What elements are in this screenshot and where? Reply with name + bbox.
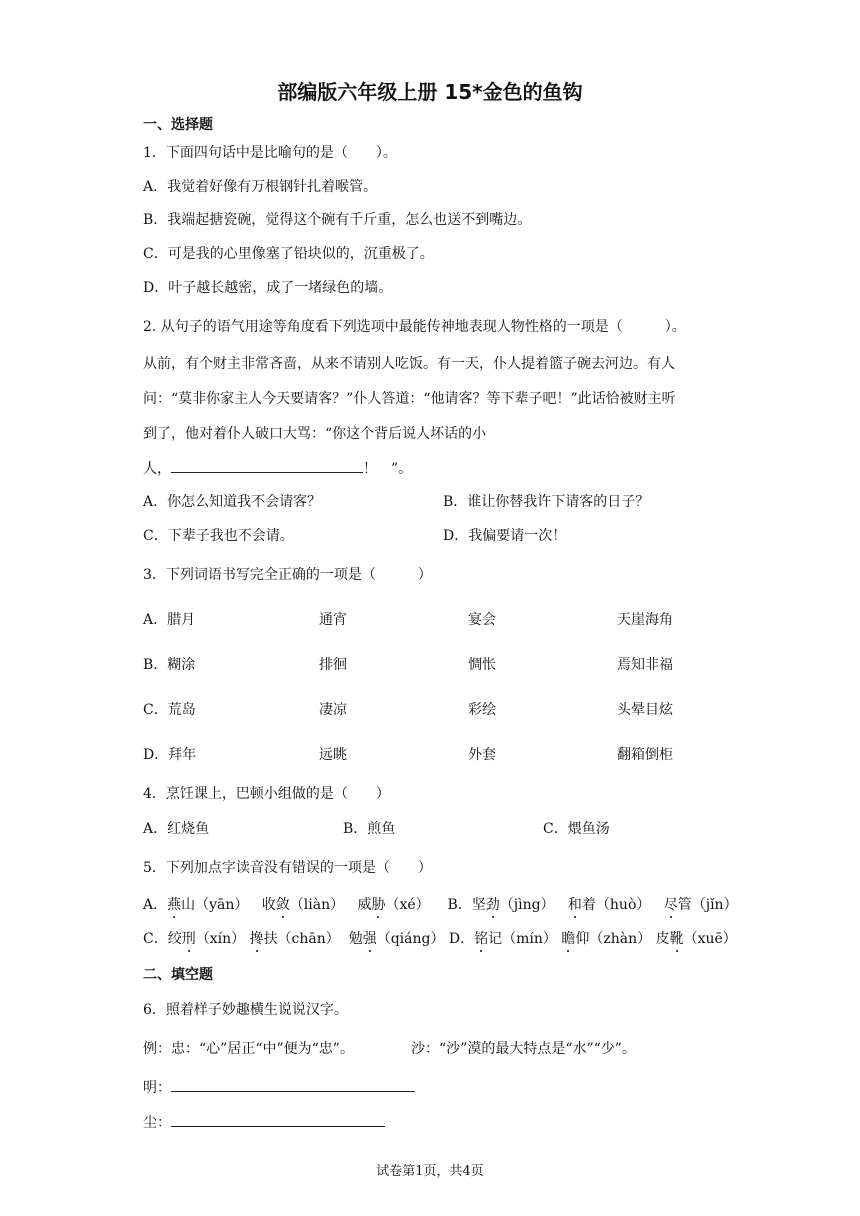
section-choice-heading: 一、选择题 bbox=[143, 117, 213, 133]
q3-stem: 3．下列词语书写完全正确的一项是（ ） bbox=[143, 567, 432, 583]
q5-stem: 5．下列加点字读音没有错误的一项是（ ） bbox=[143, 860, 432, 876]
q6-stem: 6．照着样子妙趣横生说说汉字。 bbox=[143, 1002, 348, 1018]
q5-item: 收敛（liàn） bbox=[262, 897, 344, 913]
page-title: 部编版六年级上册 15*金色的鱼钩 bbox=[277, 80, 583, 104]
q2-passage-last-line bbox=[143, 458, 412, 478]
q4-option-b: B．煎鱼 bbox=[343, 821, 396, 837]
q2-option-a: A．你怎么知道我不会请客？ bbox=[143, 494, 322, 510]
q5-options-line-1 bbox=[143, 894, 738, 914]
q2-last-suffix: ！ ”。 bbox=[363, 461, 413, 477]
q2-last-prefix: 人， bbox=[143, 461, 171, 477]
q1-option-d: D．叶子越长越密，成了一堵绿色的墙。 bbox=[143, 280, 393, 296]
q1-option-a: A．我觉着好像有万根钢针扎着喉管。 bbox=[143, 179, 378, 195]
q5-item: 搀扶（chān） bbox=[250, 931, 340, 947]
q2-option-b: B．谁让你替我许下请客的日子？ bbox=[443, 494, 650, 510]
q4-option-c: C．煨鱼汤 bbox=[543, 821, 610, 837]
q6-fill-ming-blank[interactable] bbox=[171, 1077, 415, 1092]
q3-word: C．荒岛 bbox=[143, 702, 196, 718]
q3-word: A．腊月 bbox=[143, 612, 196, 628]
q6-fill-chen-label: 尘： bbox=[143, 1115, 171, 1131]
q6-example-1: 例：忠：“心”居正“中”便为“忠”。 bbox=[143, 1041, 354, 1057]
q3-word: 凄凉 bbox=[319, 702, 347, 718]
q1-option-b: B．我端起搪瓷碗，觉得这个碗有千斤重，怎么也送不到嘴边。 bbox=[143, 212, 532, 228]
q5-item: B．坚劲（jìng） bbox=[447, 897, 554, 913]
q3-word: 彩绘 bbox=[468, 702, 496, 718]
q6-example-2: 沙：“沙”漠的最大特点是“水”“少”。 bbox=[411, 1041, 636, 1057]
q4-stem: 4．烹饪课上，巴顿小组做的是（ ） bbox=[143, 786, 390, 802]
q2-stem: 2. 从句子的语气用途等角度看下列选项中最能传神地表现人物性格的一项是（ ）。 bbox=[143, 319, 686, 335]
section-fill-heading: 二、填空题 bbox=[143, 967, 213, 983]
q5-item: 威胁（xé） bbox=[357, 897, 429, 913]
q3-options-grid bbox=[143, 609, 703, 789]
q2-passage-line: 问：“莫非你家主人今天要请客？”仆人答道：“他请客？等下辈子吧！”此话恰被财主听 bbox=[143, 391, 676, 407]
q6-fill-chen bbox=[143, 1112, 385, 1132]
q3-option-row bbox=[143, 609, 703, 654]
q2-option-d: D．我偏要请一次！ bbox=[443, 528, 567, 544]
q5-item: A．燕山（yān） bbox=[143, 897, 248, 913]
q4-option-a: A．红烧鱼 bbox=[143, 821, 210, 837]
q3-word: 惆怅 bbox=[468, 657, 496, 673]
q3-word: 头晕目炫 bbox=[617, 702, 673, 718]
q3-option-row bbox=[143, 654, 703, 699]
q5-item: 尽管（jǐn） bbox=[664, 897, 738, 913]
q2-passage-line: 从前，有个财主非常吝啬，从来不请别人吃饭。有一天，仆人提着篮子碗去河边。有人 bbox=[143, 356, 675, 372]
q6-fill-chen-blank[interactable] bbox=[171, 1112, 385, 1127]
q6-fill-ming-label: 明： bbox=[143, 1080, 171, 1096]
q3-word: 远眺 bbox=[319, 747, 347, 763]
q5-item: D．铭记（mín） bbox=[449, 931, 557, 947]
q3-word: 外套 bbox=[468, 747, 496, 763]
q3-word: D．拜年 bbox=[143, 747, 197, 763]
q3-word: 通宵 bbox=[319, 612, 347, 628]
q2-passage-line: 到了，他对着仆人破口大骂：“你这个背后说人坏话的小 bbox=[143, 426, 487, 442]
q3-word: 宴会 bbox=[468, 612, 496, 628]
page-footer: 试卷第1页，共4页 bbox=[376, 1164, 484, 1179]
q6-fill-ming bbox=[143, 1077, 415, 1097]
q5-item: 瞻仰（zhàn） bbox=[561, 931, 651, 947]
q3-option-row bbox=[143, 699, 703, 744]
q2-option-c: C．下辈子我也不会请。 bbox=[143, 528, 294, 544]
q3-word: 天崖海角 bbox=[617, 612, 673, 628]
q3-word: 翻箱倒柜 bbox=[617, 747, 673, 763]
q2-answer-blank[interactable] bbox=[171, 458, 363, 473]
q1-stem: 1．下面四句话中是比喻句的是（ ）。 bbox=[143, 145, 397, 161]
q3-word: B．糊涂 bbox=[143, 657, 196, 673]
q3-word: 排徊 bbox=[319, 657, 347, 673]
q5-item: C．绞刑（xín） bbox=[143, 931, 245, 947]
q5-options-line-2 bbox=[143, 928, 737, 948]
q3-word: 焉知非福 bbox=[617, 657, 673, 673]
q5-item: 和着（huò） bbox=[568, 897, 650, 913]
q1-option-c: C．可是我的心里像塞了铅块似的，沉重极了。 bbox=[143, 246, 434, 262]
q5-item: 皮靴（xuē） bbox=[656, 931, 737, 947]
q5-item: 勉强（qiáng） bbox=[349, 931, 445, 947]
